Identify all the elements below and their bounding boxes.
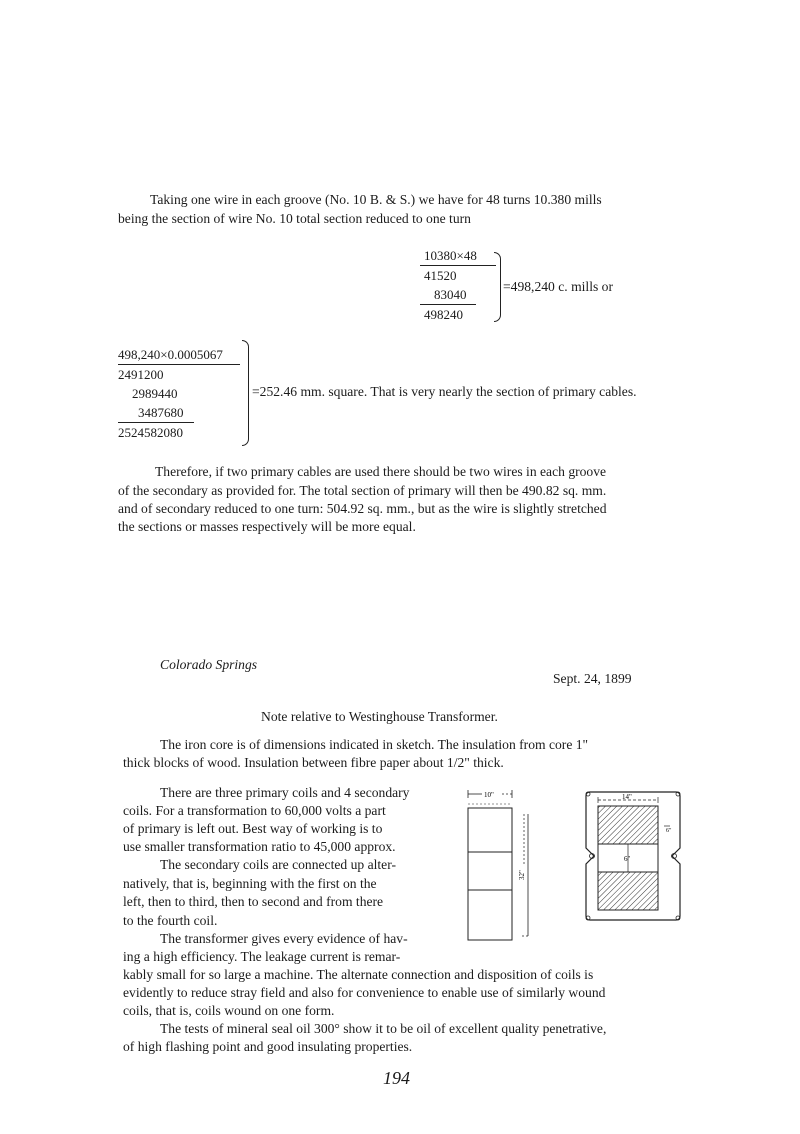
calc1-result: =498,240 c. mills or xyxy=(503,279,613,294)
left-col-line-4: use smaller transformation ratio to 45,000 approx. xyxy=(123,839,396,854)
calc2-row-2: 2989440 xyxy=(132,386,178,401)
intro-line-2: being the section of wire No. 10 total section reduced to one turn xyxy=(118,211,471,226)
para2-line-2: of the secondary as provided for. The total section of primary will then be 490.82 sq. mm. xyxy=(118,483,607,498)
calc2-row-1: 2491200 xyxy=(118,367,164,382)
calc2-header: 498,240×0.0005067 xyxy=(118,347,223,362)
para2-line-3: and of secondary reduced to one turn: 504.92 sq. mm., but as the wire is slightly stretched xyxy=(118,501,607,516)
full-line-2: evidently to reduce stray field and also for convenience to enable use of similarly wound xyxy=(123,985,606,1000)
para3-line-1: The iron core is of dimensions indicated in sketch. The insulation from core 1" xyxy=(160,737,589,752)
sketch-right-width-label: 14" xyxy=(622,793,632,801)
page-number: 194 xyxy=(383,1068,410,1088)
para2-line-4: the sections or masses respectively will be more equal. xyxy=(118,519,416,534)
sketch-left-width-label: 10" xyxy=(484,791,494,799)
para3-line-2: thick blocks of wood. Insulation between fibre paper about 1/2" thick. xyxy=(123,755,504,770)
sketch-hatched-block-top xyxy=(598,806,658,844)
calc2-row-3: 3487680 xyxy=(138,405,184,420)
full-line-4: The tests of mineral seal oil 300° show it to be oil of excellent quality penetrative, xyxy=(160,1021,607,1036)
calc1-header: 10380×48 xyxy=(424,248,477,263)
calc2-row-4: 2524582080 xyxy=(118,425,183,440)
left-col-line-3: of primary is left out. Best way of working is to xyxy=(123,821,383,836)
left-col-line-5: The secondary coils are connected up alter- xyxy=(160,857,396,872)
note-title: Note relative to Westinghouse Transformer. xyxy=(261,709,498,724)
calc2-result: =252.46 mm. square. That is very nearly the section of primary cables. xyxy=(252,384,637,399)
sketch-coil-section xyxy=(580,786,686,926)
left-col-line-9: The transformer gives every evidence of hav- xyxy=(160,931,408,946)
left-col-line-2: coils. For a transformation to 60,000 volts a part xyxy=(123,803,386,818)
intro-line-1: Taking one wire in each groove (No. 10 B. & S.) we have for 48 turns 10.380 mills xyxy=(150,192,602,207)
sketch-core-elevation xyxy=(462,786,542,948)
calc2-block xyxy=(118,345,248,442)
place-heading: Colorado Springs xyxy=(160,657,258,672)
left-col-line-6: natively, that is, beginning with the first on the xyxy=(123,876,377,891)
calc1-block xyxy=(420,246,500,324)
sketch-right-gap-label: 6" xyxy=(624,855,631,863)
calc1-result-sum: 498240 xyxy=(424,307,463,322)
full-line-3: coils, that is, coils wound on one form. xyxy=(123,1003,335,1018)
left-col-line-7: left, then to third, then to second and from there xyxy=(123,894,384,909)
sketch-hatched-block-bottom xyxy=(598,872,658,910)
sketch-left-height-label: 32" xyxy=(518,870,526,880)
left-col-line-1: There are three primary coils and 4 secondary xyxy=(160,785,410,800)
para2-line-1: Therefore, if two primary cables are used there should be two wires in each groove xyxy=(155,464,607,479)
calc1-row-2: 83040 xyxy=(434,287,467,302)
sketch-right-side-label: 6" xyxy=(666,828,672,834)
full-line-5: of high flashing point and good insulating properties. xyxy=(123,1039,413,1054)
full-line-1: kably small for so large a machine. The alternate connection and disposition of coils is xyxy=(123,967,594,982)
calc1-row-1: 41520 xyxy=(424,268,457,283)
calc2-brace xyxy=(242,340,249,446)
calc1-brace xyxy=(494,252,501,322)
date-heading: Sept. 24, 1899 xyxy=(553,671,632,686)
left-col-line-10: ing a high efficiency. The leakage current is remar- xyxy=(123,949,401,964)
left-col-line-8: to the fourth coil. xyxy=(123,913,218,928)
